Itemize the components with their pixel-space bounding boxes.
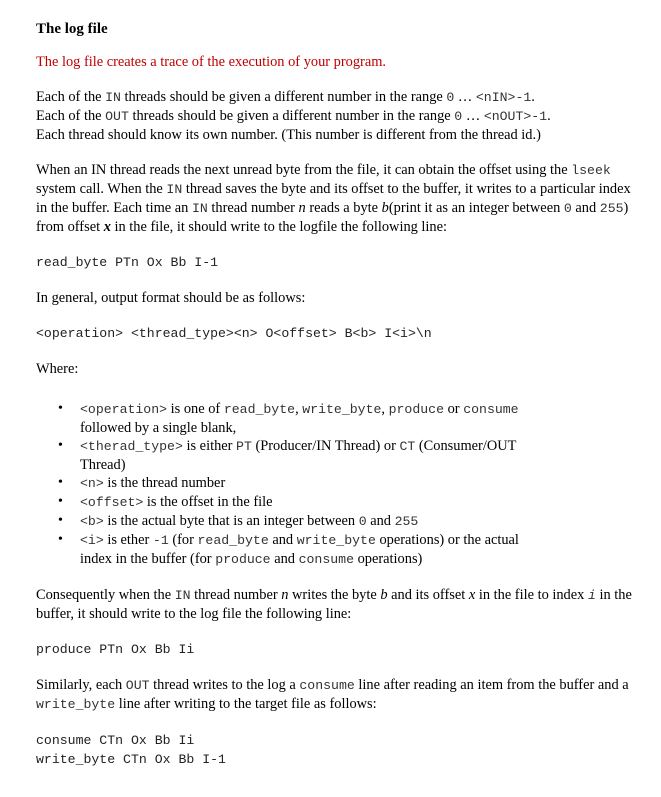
text: . <box>547 108 551 124</box>
text: in the file, it should write to the logfile the following line: <box>110 219 448 235</box>
var-x: x <box>103 219 111 235</box>
line-thread-number: Each thread should know its own number. (This number is different from the thread id.) <box>36 127 541 143</box>
text: , <box>381 401 389 417</box>
text: , <box>295 401 303 417</box>
bullet-icon: • <box>58 494 63 509</box>
text: line after writing to the target file as follows: <box>115 696 377 712</box>
var-i: i <box>587 588 596 603</box>
paragraph-thread-numbering <box>36 88 636 144</box>
text: thread writes to the log a <box>149 677 300 693</box>
code-nout-max: <nOUT>-1 <box>483 109 548 124</box>
text: ) from offset <box>36 200 629 235</box>
text: is one of <box>167 401 224 417</box>
code-zero: 0 <box>454 109 463 124</box>
bullet-icon: • <box>58 475 63 490</box>
var-b: b <box>381 200 389 216</box>
ellipsis: … <box>454 89 476 105</box>
code-b: <b> <box>80 514 104 529</box>
text: (Consumer/OUT <box>415 438 517 454</box>
text: followed by a single blank, <box>80 420 237 436</box>
code-zero: 0 <box>563 201 572 216</box>
var-n: n <box>298 200 306 216</box>
var-n: n <box>281 587 289 603</box>
code-offset: <offset> <box>80 495 144 510</box>
code-read-byte: read_byte <box>197 533 269 548</box>
section-heading: The log file <box>36 21 108 37</box>
list-item <box>58 531 636 569</box>
text: writes the byte <box>288 587 381 603</box>
code-consume: consume <box>298 552 354 567</box>
text: and its offset <box>387 587 469 603</box>
var-b: b <box>380 587 388 603</box>
code-nin-max: <nIN>-1 <box>475 90 532 105</box>
list-item <box>58 474 636 493</box>
code-in: IN <box>174 588 191 603</box>
text: (for <box>168 532 198 548</box>
paragraph-text <box>36 586 636 623</box>
paragraph-produce <box>36 586 636 623</box>
text: or <box>444 401 464 417</box>
text: is ether <box>103 532 153 548</box>
code-operation: <operation> <box>80 402 168 417</box>
text: in the file to index <box>475 587 588 603</box>
text: is the actual byte that is an integer between <box>103 513 359 529</box>
list-item <box>58 493 636 512</box>
text: (Producer/IN Thread) or <box>251 438 400 454</box>
code-produce: produce <box>388 402 445 417</box>
text: and <box>270 551 299 567</box>
code-255: 255 <box>394 514 419 529</box>
code-write-byte-example: write_byte CTn Ox Bb I-1 <box>36 752 226 767</box>
paragraph-consume <box>36 676 636 714</box>
text: is either <box>182 438 237 454</box>
code-lseek: lseek <box>571 163 611 178</box>
text: and <box>571 200 600 216</box>
code-out: OUT <box>125 678 150 693</box>
text: Each of the <box>36 89 106 105</box>
bullet-icon: • <box>58 401 63 416</box>
code-format-line: <operation> <thread_type><n> O<offset> B<b> I<i>\n <box>36 326 432 341</box>
code-in: IN <box>105 90 121 105</box>
text: Similarly, each <box>36 677 126 693</box>
text: index in the buffer (for <box>80 551 216 567</box>
code-255: 255 <box>599 201 624 216</box>
text: is the thread number <box>103 475 226 491</box>
text: Thread) <box>80 457 126 473</box>
document-page <box>36 20 636 769</box>
code-in: IN <box>191 201 208 216</box>
code-write-byte: write_byte <box>296 533 376 548</box>
general-format-text: In general, output format should be as follows: <box>36 290 306 306</box>
code-consume: consume <box>463 402 519 417</box>
code-consume: consume <box>299 678 355 693</box>
text: operations) or the actual <box>375 532 519 548</box>
text: . <box>531 89 535 105</box>
text: operations) <box>354 551 423 567</box>
ellipsis: … <box>462 108 484 124</box>
bullet-icon: • <box>58 513 63 528</box>
text: Consequently when the <box>36 587 175 603</box>
code-in: IN <box>166 182 183 197</box>
code-read-byte-example: read_byte PTn Ox Bb I-1 <box>36 255 219 270</box>
bullet-icon: • <box>58 532 63 547</box>
text: in the buffer, it should write to the log file the following line: <box>36 587 632 622</box>
text: threads should be given a different number in the range <box>120 89 447 105</box>
text: thread number <box>207 200 299 216</box>
code-consume-example: consume CTn Ox Bb Ii <box>36 733 195 748</box>
code-produce: produce <box>215 552 271 567</box>
text: thread number <box>190 587 282 603</box>
lead-sentence: The log file creates a trace of the execution of your program. <box>36 54 387 70</box>
code-write-byte: write_byte <box>36 697 116 712</box>
code-thread-type: <therad_type> <box>80 439 183 454</box>
line-in-threads <box>36 88 636 107</box>
code-zero: 0 <box>358 514 367 529</box>
text: threads should be given a different number in the range <box>128 108 455 124</box>
text: is the offset in the file <box>143 494 273 510</box>
code-write-byte: write_byte <box>302 402 382 417</box>
code-read-byte: read_byte <box>223 402 296 417</box>
list-item <box>58 437 636 474</box>
code-minus-one: -1 <box>152 533 169 548</box>
text: line after reading an item from the buffer and a <box>354 677 629 693</box>
text: (print it as an integer between <box>388 200 564 216</box>
var-x: x <box>468 587 476 603</box>
code-zero: 0 <box>446 90 455 105</box>
paragraph-in-thread-read <box>36 161 636 236</box>
code-pt: PT <box>236 439 252 454</box>
paragraph-text <box>36 676 636 714</box>
paragraph-text <box>36 161 636 236</box>
text: system call. When the <box>36 181 167 197</box>
list-item <box>58 400 636 437</box>
bullet-icon: • <box>58 438 63 453</box>
code-i: <i> <box>80 533 104 548</box>
where-label: Where: <box>36 361 79 377</box>
code-produce-example: produce PTn Ox Bb Ii <box>36 642 195 657</box>
line-out-threads <box>36 107 636 126</box>
text: thread saves the byte and its offset to the buffer, it writes to a particular index in the buffer. Each time an <box>36 181 631 216</box>
format-field-list <box>36 400 636 569</box>
text: Each of the <box>36 108 106 124</box>
code-out: OUT <box>105 109 129 124</box>
text: When an IN thread reads the next unread byte from the file, it can obtain the offset using the <box>36 162 572 178</box>
code-ct: CT <box>399 439 416 454</box>
text: reads a byte <box>305 200 382 216</box>
text: and <box>268 532 297 548</box>
text: and <box>366 513 395 529</box>
list-item <box>58 512 636 531</box>
code-n: <n> <box>80 476 104 491</box>
